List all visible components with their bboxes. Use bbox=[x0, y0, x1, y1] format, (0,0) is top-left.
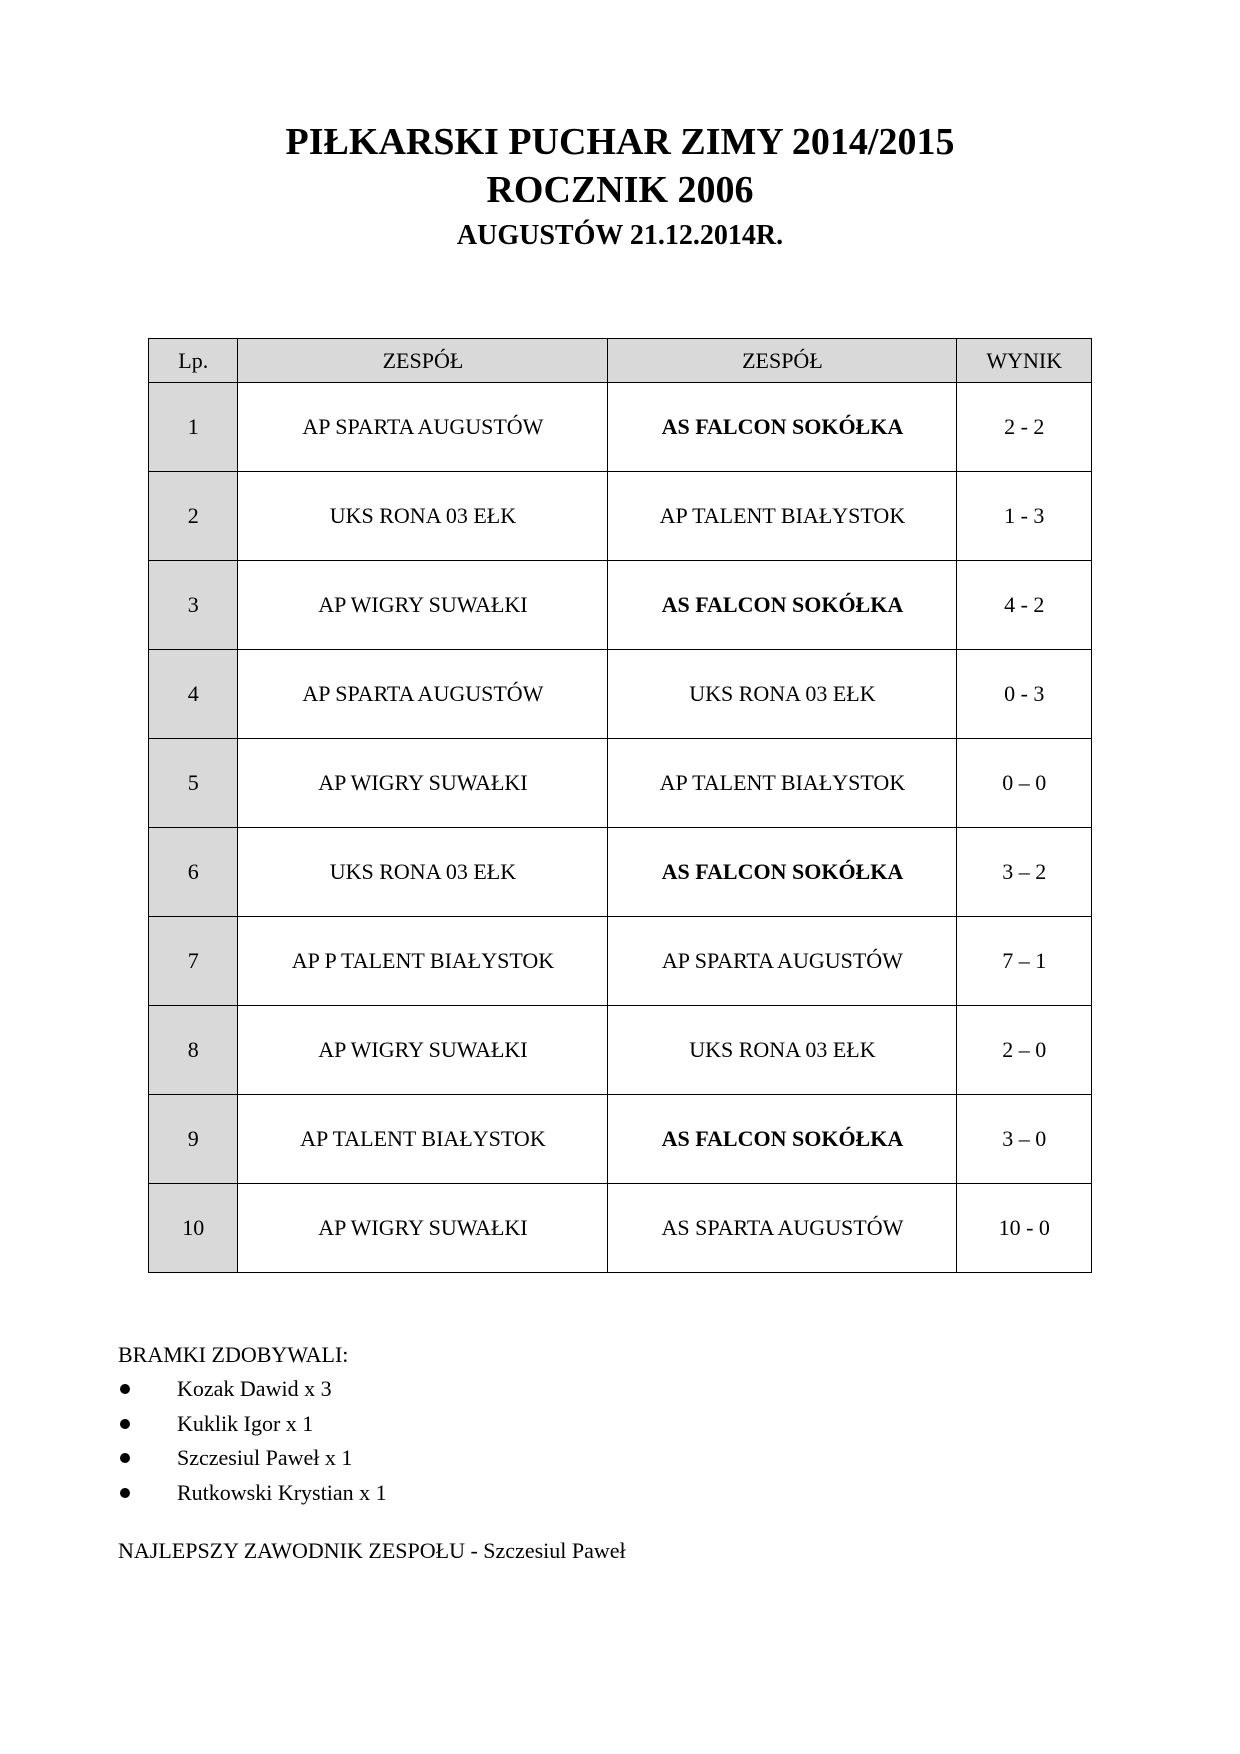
scorer-name: Rutkowski Krystian x 1 bbox=[177, 1479, 387, 1505]
table-row bbox=[149, 1095, 1092, 1184]
bullet-icon bbox=[120, 1488, 130, 1498]
team2-cell: AP TALENT BIAŁYSTOK bbox=[608, 739, 957, 828]
document-title: PIŁKARSKI PUCHAR ZIMY 2014/2015 bbox=[285, 121, 955, 163]
result-cell: 7 – 1 bbox=[957, 917, 1092, 1006]
row-number: 4 bbox=[149, 650, 238, 739]
scorer-name: Kuklik Igor x 1 bbox=[177, 1410, 314, 1436]
team1-cell: AP SPARTA AUGUSTÓW bbox=[238, 383, 608, 472]
result-cell: 3 – 2 bbox=[957, 828, 1092, 917]
team1-cell: AP WIGRY SUWAŁKI bbox=[238, 739, 608, 828]
table-header-row bbox=[149, 339, 1092, 383]
result-cell: 3 – 0 bbox=[957, 1095, 1092, 1184]
team2-cell: AP SPARTA AUGUSTÓW bbox=[608, 917, 957, 1006]
result-cell: 10 - 0 bbox=[957, 1184, 1092, 1273]
scorers-list bbox=[118, 1372, 387, 1510]
table-row bbox=[149, 383, 1092, 472]
result-cell: 0 - 3 bbox=[957, 650, 1092, 739]
scorer-name: Kozak Dawid x 3 bbox=[177, 1376, 332, 1401]
row-number: 10 bbox=[149, 1184, 238, 1273]
team2-cell: AS FALCON SOKÓŁKA bbox=[608, 561, 957, 650]
team2-cell: AS FALCON SOKÓŁKA bbox=[608, 1095, 957, 1184]
column-header-lp: Lp. bbox=[149, 339, 238, 383]
document-header bbox=[0, 118, 1240, 256]
best-player: NAJLEPSZY ZAWODNIK ZESPOŁU - Szczesiul Paweł bbox=[118, 1538, 626, 1563]
list-item bbox=[118, 1441, 387, 1476]
table-row bbox=[149, 739, 1092, 828]
row-number: 9 bbox=[149, 1095, 238, 1184]
team1-cell: UKS RONA 03 EŁK bbox=[238, 828, 608, 917]
table-row bbox=[149, 650, 1092, 739]
row-number: 2 bbox=[149, 472, 238, 561]
team2-cell: AP TALENT BIAŁYSTOK bbox=[608, 472, 957, 561]
team1-cell: AP WIGRY SUWAŁKI bbox=[238, 561, 608, 650]
result-cell: 4 - 2 bbox=[957, 561, 1092, 650]
team1-cell: AP SPARTA AUGUSTÓW bbox=[238, 650, 608, 739]
table-row bbox=[149, 472, 1092, 561]
column-header-team2: ZESPÓŁ bbox=[608, 339, 957, 383]
scorer-name: Szczesiul Paweł x 1 bbox=[177, 1445, 353, 1470]
result-cell: 2 – 0 bbox=[957, 1006, 1092, 1095]
bullet-icon bbox=[120, 1453, 130, 1463]
table-row bbox=[149, 1184, 1092, 1273]
row-number: 3 bbox=[149, 561, 238, 650]
place-date: AUGUSTÓW 21.12.2014R. bbox=[456, 220, 784, 251]
team1-cell: AP P TALENT BIAŁYSTOK bbox=[238, 917, 608, 1006]
column-header-team1: ZESPÓŁ bbox=[238, 339, 608, 383]
row-number: 5 bbox=[149, 739, 238, 828]
document-subtitle: ROCZNIK 2006 bbox=[486, 169, 754, 211]
list-item bbox=[118, 1407, 387, 1442]
row-number: 6 bbox=[149, 828, 238, 917]
table-row bbox=[149, 828, 1092, 917]
results-table bbox=[148, 338, 1092, 1273]
team2-cell: UKS RONA 03 EŁK bbox=[608, 650, 957, 739]
list-item bbox=[118, 1372, 387, 1407]
team1-cell: AP TALENT BIAŁYSTOK bbox=[238, 1095, 608, 1184]
team1-cell: AP WIGRY SUWAŁKI bbox=[238, 1006, 608, 1095]
team1-cell: AP WIGRY SUWAŁKI bbox=[238, 1184, 608, 1273]
column-header-result: WYNIK bbox=[957, 339, 1092, 383]
team2-cell: AS FALCON SOKÓŁKA bbox=[608, 828, 957, 917]
bullet-icon bbox=[120, 1384, 130, 1394]
team2-cell: AS FALCON SOKÓŁKA bbox=[608, 383, 957, 472]
table-row bbox=[149, 1006, 1092, 1095]
list-item bbox=[118, 1476, 387, 1511]
row-number: 1 bbox=[149, 383, 238, 472]
result-cell: 0 – 0 bbox=[957, 739, 1092, 828]
row-number: 7 bbox=[149, 917, 238, 1006]
row-number: 8 bbox=[149, 1006, 238, 1095]
scorers-section bbox=[118, 1338, 387, 1510]
table-row bbox=[149, 561, 1092, 650]
team1-cell: UKS RONA 03 EŁK bbox=[238, 472, 608, 561]
bullet-icon bbox=[120, 1419, 130, 1429]
scorers-label: BRAMKI ZDOBYWALI: bbox=[118, 1342, 349, 1367]
result-cell: 2 - 2 bbox=[957, 383, 1092, 472]
team2-cell: UKS RONA 03 EŁK bbox=[608, 1006, 957, 1095]
table-row bbox=[149, 917, 1092, 1006]
result-cell: 1 - 3 bbox=[957, 472, 1092, 561]
team2-cell: AS SPARTA AUGUSTÓW bbox=[608, 1184, 957, 1273]
